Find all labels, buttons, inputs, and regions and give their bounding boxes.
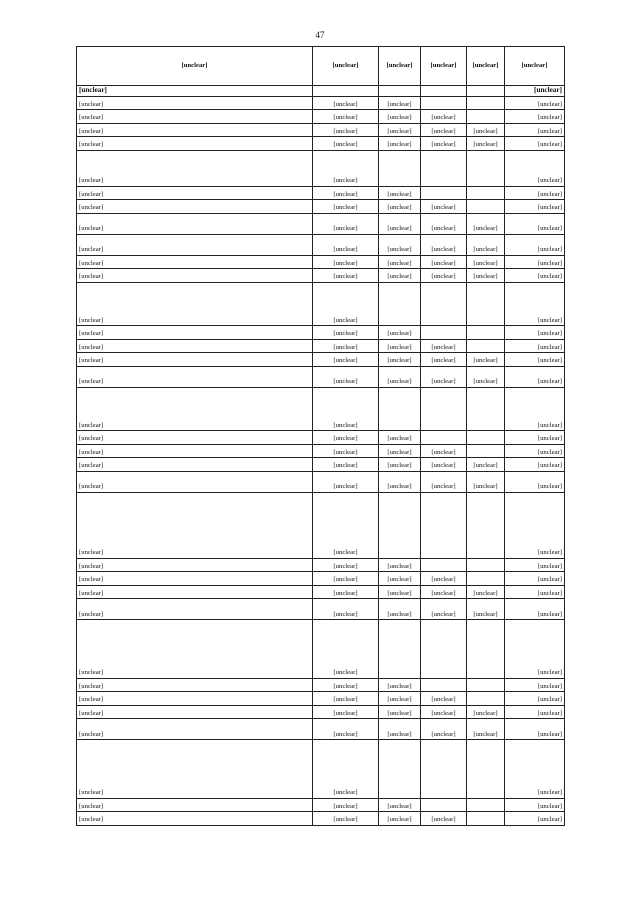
- row-name: [unclear]: [77, 255, 313, 269]
- row-subsection: [421, 620, 467, 679]
- row-kind: [unclear]: [467, 585, 505, 599]
- row-kind: [unclear]: [467, 458, 505, 472]
- row-target-code: [unclear]: [313, 719, 379, 740]
- row-subsection: [unclear]: [421, 692, 467, 706]
- row-section: [unclear]: [379, 705, 421, 719]
- row-subsection: [421, 387, 467, 431]
- row-name: [unclear]: [77, 123, 313, 137]
- table-row: [77, 366, 565, 387]
- row-kind: [unclear]: [467, 599, 505, 620]
- row-target-code: [unclear]: [313, 387, 379, 431]
- row-subsection: [421, 326, 467, 340]
- table-header-row: [77, 47, 565, 86]
- row-kind: [unclear]: [467, 705, 505, 719]
- row-subsection: [421, 740, 467, 799]
- row-section: [unclear]: [379, 200, 421, 214]
- table-row: [77, 213, 565, 234]
- row-section: [unclear]: [379, 678, 421, 692]
- header-section: [unclear]: [379, 47, 421, 86]
- row-name: [unclear]: [77, 492, 313, 558]
- row-section: [unclear]: [379, 444, 421, 458]
- row-section: [unclear]: [379, 471, 421, 492]
- row-sum: [unclear]: [505, 186, 565, 200]
- row-sum: [unclear]: [505, 431, 565, 445]
- total-empty-cell: [467, 86, 505, 97]
- row-subsection: [unclear]: [421, 366, 467, 387]
- row-target-code: [unclear]: [313, 255, 379, 269]
- row-name: [unclear]: [77, 200, 313, 214]
- table-row: [77, 431, 565, 445]
- row-sum: [unclear]: [505, 255, 565, 269]
- row-subsection: [unclear]: [421, 110, 467, 124]
- row-sum: [unclear]: [505, 366, 565, 387]
- row-section: [unclear]: [379, 599, 421, 620]
- total-empty-cell: [313, 86, 379, 97]
- row-target-code: [unclear]: [313, 150, 379, 186]
- row-section: [unclear]: [379, 558, 421, 572]
- row-section: [unclear]: [379, 458, 421, 472]
- table-row: [77, 255, 565, 269]
- row-subsection: [421, 678, 467, 692]
- row-sum: [unclear]: [505, 123, 565, 137]
- row-sum: [unclear]: [505, 137, 565, 151]
- row-section: [379, 282, 421, 326]
- row-kind: [unclear]: [467, 213, 505, 234]
- total-label: [unclear]: [77, 86, 313, 97]
- table-row: [77, 150, 565, 186]
- row-subsection: [unclear]: [421, 353, 467, 367]
- row-sum: [unclear]: [505, 492, 565, 558]
- table-row: [77, 234, 565, 255]
- row-target-code: [unclear]: [313, 492, 379, 558]
- row-kind: [unclear]: [467, 269, 505, 283]
- row-name: [unclear]: [77, 137, 313, 151]
- row-sum: [unclear]: [505, 282, 565, 326]
- table-row: [77, 123, 565, 137]
- row-subsection: [421, 96, 467, 110]
- row-target-code: [unclear]: [313, 585, 379, 599]
- total-sum: [unclear]: [505, 86, 565, 97]
- row-name: [unclear]: [77, 740, 313, 799]
- row-name: [unclear]: [77, 269, 313, 283]
- row-sum: [unclear]: [505, 213, 565, 234]
- row-target-code: [unclear]: [313, 282, 379, 326]
- row-subsection: [unclear]: [421, 705, 467, 719]
- row-section: [unclear]: [379, 585, 421, 599]
- row-kind: [467, 282, 505, 326]
- row-name: [unclear]: [77, 471, 313, 492]
- row-kind: [unclear]: [467, 123, 505, 137]
- table-row: [77, 471, 565, 492]
- row-target-code: [unclear]: [313, 558, 379, 572]
- row-name: [unclear]: [77, 692, 313, 706]
- row-kind: [unclear]: [467, 353, 505, 367]
- row-section: [379, 387, 421, 431]
- row-section: [unclear]: [379, 255, 421, 269]
- row-subsection: [unclear]: [421, 213, 467, 234]
- row-sum: [unclear]: [505, 353, 565, 367]
- row-sum: [unclear]: [505, 692, 565, 706]
- row-section: [379, 492, 421, 558]
- table-row: [77, 678, 565, 692]
- row-kind: [467, 620, 505, 679]
- row-subsection: [unclear]: [421, 812, 467, 826]
- row-section: [unclear]: [379, 431, 421, 445]
- row-section: [unclear]: [379, 798, 421, 812]
- table-row: [77, 812, 565, 826]
- row-name: [unclear]: [77, 150, 313, 186]
- row-kind: [unclear]: [467, 471, 505, 492]
- row-subsection: [unclear]: [421, 200, 467, 214]
- budget-table: [76, 46, 565, 826]
- row-subsection: [unclear]: [421, 458, 467, 472]
- row-subsection: [unclear]: [421, 137, 467, 151]
- row-target-code: [unclear]: [313, 599, 379, 620]
- row-name: [unclear]: [77, 812, 313, 826]
- row-kind: [467, 798, 505, 812]
- row-kind: [467, 492, 505, 558]
- row-subsection: [unclear]: [421, 572, 467, 586]
- row-subsection: [421, 282, 467, 326]
- row-sum: [unclear]: [505, 234, 565, 255]
- row-target-code: [unclear]: [313, 326, 379, 340]
- row-target-code: [unclear]: [313, 96, 379, 110]
- row-name: [unclear]: [77, 444, 313, 458]
- table-row: [77, 326, 565, 340]
- row-sum: [unclear]: [505, 96, 565, 110]
- row-subsection: [421, 431, 467, 445]
- header-sum: [unclear]: [505, 47, 565, 86]
- row-name: [unclear]: [77, 719, 313, 740]
- table-row: [77, 740, 565, 799]
- header-name: [unclear]: [77, 47, 313, 86]
- table-row: [77, 387, 565, 431]
- row-name: [unclear]: [77, 96, 313, 110]
- row-kind: [unclear]: [467, 719, 505, 740]
- row-sum: [unclear]: [505, 269, 565, 283]
- row-sum: [unclear]: [505, 798, 565, 812]
- row-name: [unclear]: [77, 705, 313, 719]
- row-sum: [unclear]: [505, 110, 565, 124]
- table-row: [77, 353, 565, 367]
- row-sum: [unclear]: [505, 585, 565, 599]
- row-section: [unclear]: [379, 353, 421, 367]
- row-target-code: [unclear]: [313, 812, 379, 826]
- row-section: [379, 150, 421, 186]
- row-subsection: [unclear]: [421, 269, 467, 283]
- row-section: [unclear]: [379, 123, 421, 137]
- row-subsection: [421, 150, 467, 186]
- row-sum: [unclear]: [505, 812, 565, 826]
- header-kind: [unclear]: [467, 47, 505, 86]
- row-subsection: [unclear]: [421, 339, 467, 353]
- row-sum: [unclear]: [505, 387, 565, 431]
- row-kind: [467, 431, 505, 445]
- row-target-code: [unclear]: [313, 339, 379, 353]
- row-name: [unclear]: [77, 678, 313, 692]
- row-kind: [unclear]: [467, 366, 505, 387]
- row-section: [unclear]: [379, 812, 421, 826]
- row-target-code: [unclear]: [313, 213, 379, 234]
- row-target-code: [unclear]: [313, 234, 379, 255]
- row-target-code: [unclear]: [313, 620, 379, 679]
- row-target-code: [unclear]: [313, 471, 379, 492]
- row-name: [unclear]: [77, 353, 313, 367]
- table-row: [77, 585, 565, 599]
- table-row: [77, 282, 565, 326]
- row-target-code: [unclear]: [313, 366, 379, 387]
- row-section: [unclear]: [379, 137, 421, 151]
- row-subsection: [unclear]: [421, 255, 467, 269]
- row-kind: [467, 444, 505, 458]
- table-row: [77, 572, 565, 586]
- row-target-code: [unclear]: [313, 137, 379, 151]
- row-target-code: [unclear]: [313, 740, 379, 799]
- row-sum: [unclear]: [505, 705, 565, 719]
- table-row: [77, 137, 565, 151]
- table-row: [77, 458, 565, 472]
- row-kind: [467, 186, 505, 200]
- row-target-code: [unclear]: [313, 678, 379, 692]
- row-section: [unclear]: [379, 339, 421, 353]
- row-subsection: [unclear]: [421, 719, 467, 740]
- row-sum: [unclear]: [505, 339, 565, 353]
- total-empty-cell: [379, 86, 421, 97]
- row-sum: [unclear]: [505, 458, 565, 472]
- row-sum: [unclear]: [505, 471, 565, 492]
- table-row: [77, 719, 565, 740]
- row-kind: [467, 326, 505, 340]
- row-sum: [unclear]: [505, 326, 565, 340]
- row-subsection: [unclear]: [421, 471, 467, 492]
- row-kind: [467, 812, 505, 826]
- row-kind: [467, 200, 505, 214]
- row-section: [unclear]: [379, 572, 421, 586]
- row-section: [unclear]: [379, 234, 421, 255]
- table-row: [77, 110, 565, 124]
- header-target: [unclear]: [313, 47, 379, 86]
- row-kind: [467, 387, 505, 431]
- row-subsection: [421, 798, 467, 812]
- row-name: [unclear]: [77, 234, 313, 255]
- row-kind: [467, 339, 505, 353]
- row-section: [unclear]: [379, 719, 421, 740]
- table-row: [77, 186, 565, 200]
- row-section: [unclear]: [379, 186, 421, 200]
- row-name: [unclear]: [77, 599, 313, 620]
- table-row: [77, 269, 565, 283]
- row-name: [unclear]: [77, 572, 313, 586]
- row-name: [unclear]: [77, 282, 313, 326]
- row-name: [unclear]: [77, 798, 313, 812]
- table-row: [77, 444, 565, 458]
- row-subsection: [421, 186, 467, 200]
- row-target-code: [unclear]: [313, 705, 379, 719]
- row-kind: [467, 678, 505, 692]
- row-kind: [467, 558, 505, 572]
- row-name: [unclear]: [77, 339, 313, 353]
- row-target-code: [unclear]: [313, 353, 379, 367]
- row-kind: [467, 150, 505, 186]
- table-row: [77, 620, 565, 679]
- row-name: [unclear]: [77, 558, 313, 572]
- row-target-code: [unclear]: [313, 123, 379, 137]
- row-subsection: [unclear]: [421, 444, 467, 458]
- row-sum: [unclear]: [505, 599, 565, 620]
- row-name: [unclear]: [77, 186, 313, 200]
- row-name: [unclear]: [77, 387, 313, 431]
- row-sum: [unclear]: [505, 740, 565, 799]
- table-row: [77, 705, 565, 719]
- row-sum: [unclear]: [505, 558, 565, 572]
- row-section: [unclear]: [379, 326, 421, 340]
- row-subsection: [unclear]: [421, 599, 467, 620]
- row-target-code: [unclear]: [313, 200, 379, 214]
- row-sum: [unclear]: [505, 572, 565, 586]
- row-name: [unclear]: [77, 431, 313, 445]
- header-subsection: [unclear]: [421, 47, 467, 86]
- row-kind: [unclear]: [467, 137, 505, 151]
- row-sum: [unclear]: [505, 200, 565, 214]
- row-subsection: [421, 492, 467, 558]
- row-sum: [unclear]: [505, 444, 565, 458]
- row-target-code: [unclear]: [313, 572, 379, 586]
- row-sum: [unclear]: [505, 719, 565, 740]
- row-subsection: [unclear]: [421, 585, 467, 599]
- row-section: [unclear]: [379, 366, 421, 387]
- row-section: [unclear]: [379, 269, 421, 283]
- row-target-code: [unclear]: [313, 798, 379, 812]
- row-name: [unclear]: [77, 326, 313, 340]
- row-name: [unclear]: [77, 458, 313, 472]
- row-kind: [467, 692, 505, 706]
- row-kind: [467, 110, 505, 124]
- row-section: [379, 620, 421, 679]
- table-row: [77, 692, 565, 706]
- row-sum: [unclear]: [505, 678, 565, 692]
- row-name: [unclear]: [77, 110, 313, 124]
- row-section: [unclear]: [379, 213, 421, 234]
- table-row: [77, 558, 565, 572]
- row-section: [unclear]: [379, 110, 421, 124]
- row-kind: [467, 740, 505, 799]
- row-subsection: [unclear]: [421, 234, 467, 255]
- row-subsection: [unclear]: [421, 123, 467, 137]
- row-target-code: [unclear]: [313, 431, 379, 445]
- row-subsection: [421, 558, 467, 572]
- table-row: [77, 96, 565, 110]
- row-target-code: [unclear]: [313, 186, 379, 200]
- total-empty-cell: [421, 86, 467, 97]
- row-section: [unclear]: [379, 692, 421, 706]
- row-target-code: [unclear]: [313, 458, 379, 472]
- row-target-code: [unclear]: [313, 110, 379, 124]
- row-sum: [unclear]: [505, 620, 565, 679]
- row-section: [unclear]: [379, 96, 421, 110]
- row-kind: [unclear]: [467, 255, 505, 269]
- row-name: [unclear]: [77, 213, 313, 234]
- row-kind: [unclear]: [467, 234, 505, 255]
- row-kind: [467, 96, 505, 110]
- row-name: [unclear]: [77, 366, 313, 387]
- table-row: [77, 599, 565, 620]
- row-kind: [467, 572, 505, 586]
- row-name: [unclear]: [77, 620, 313, 679]
- row-target-code: [unclear]: [313, 692, 379, 706]
- row-section: [379, 740, 421, 799]
- row-target-code: [unclear]: [313, 444, 379, 458]
- row-sum: [unclear]: [505, 150, 565, 186]
- table-row: [77, 339, 565, 353]
- row-name: [unclear]: [77, 585, 313, 599]
- row-target-code: [unclear]: [313, 269, 379, 283]
- table-row: [77, 200, 565, 214]
- total-row: [77, 86, 565, 97]
- page-number: 47: [315, 30, 325, 40]
- table-row: [77, 798, 565, 812]
- table-row: [77, 492, 565, 558]
